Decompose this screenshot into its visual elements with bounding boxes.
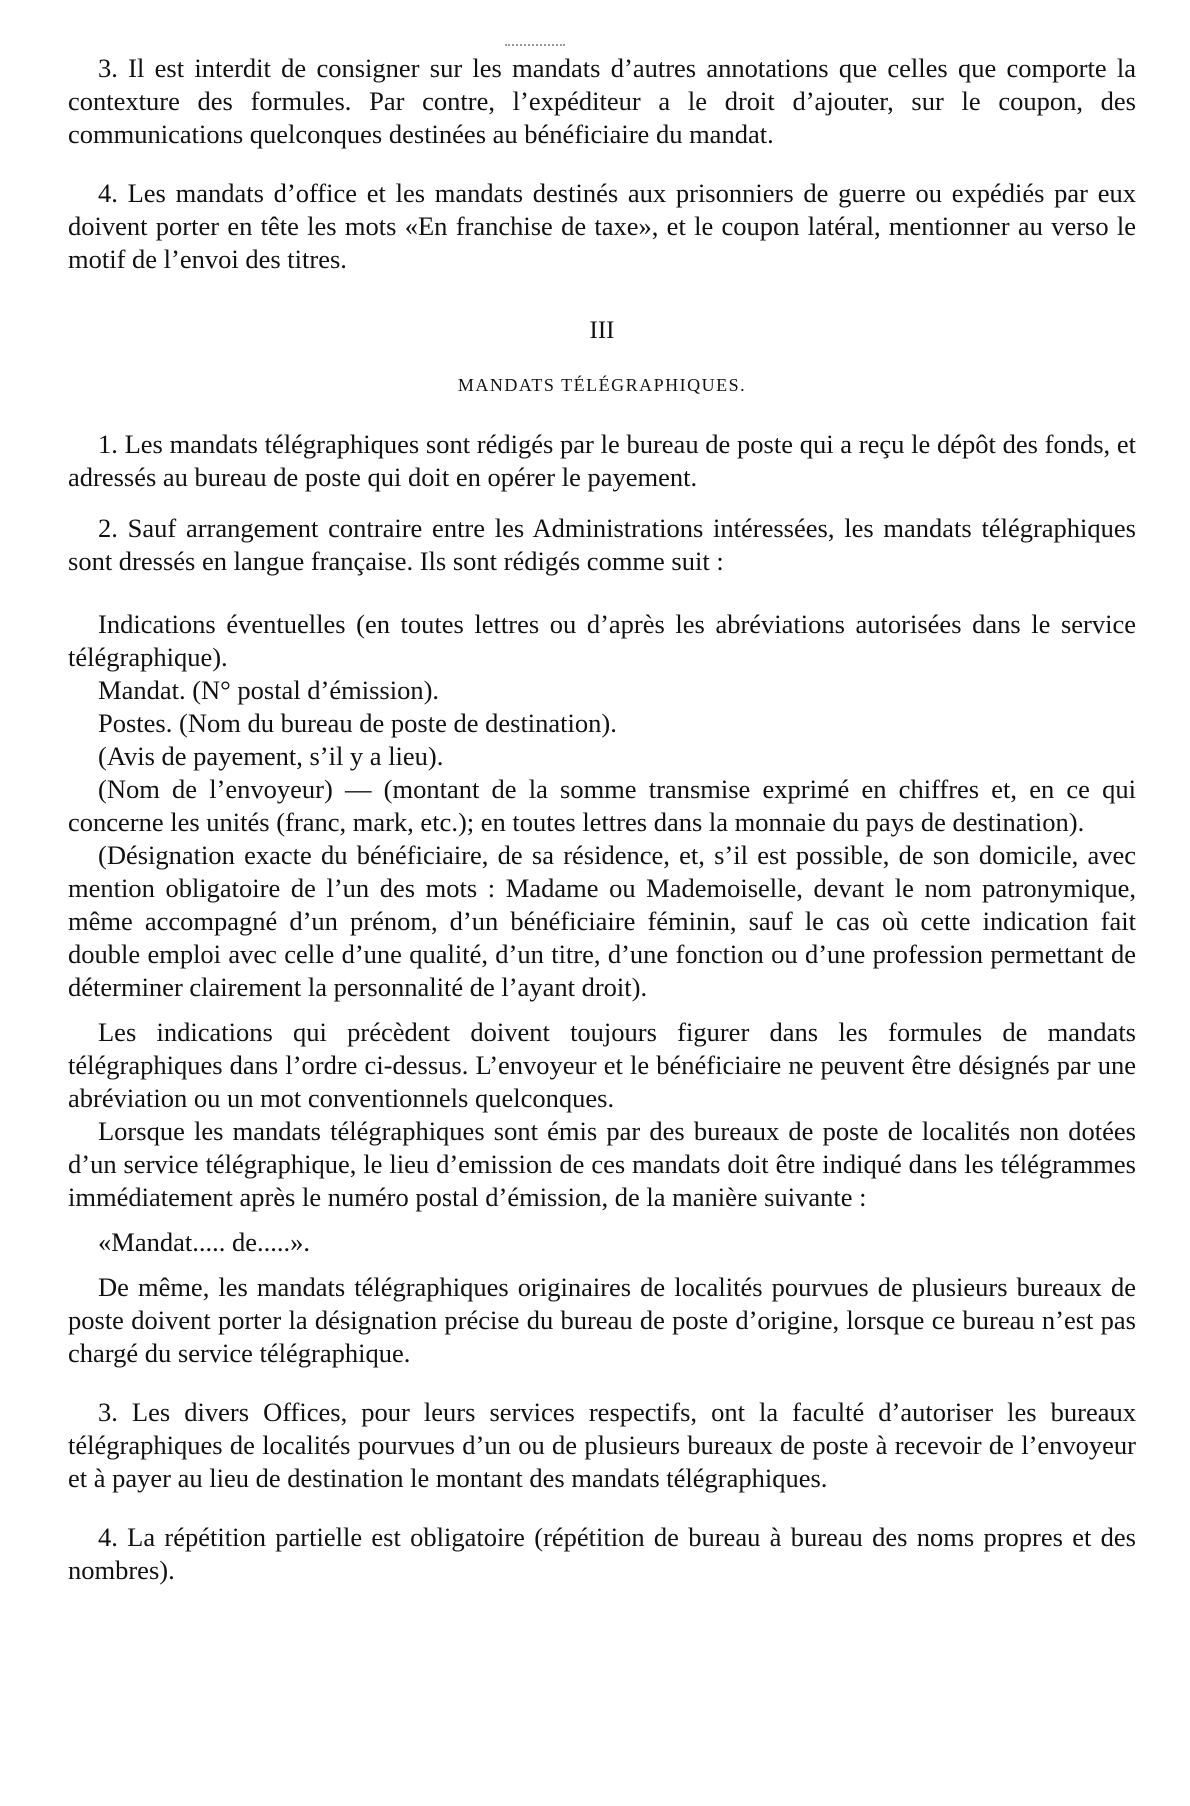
formula-line-envoyeur: (Nom de l’envoyeur) — (montant de la somme transmise exprimé en chiffres et, en ce qui concerne les unités (franc, mark, etc.); en toutes lettres dans la monnaie du pays de destination). bbox=[68, 774, 1136, 837]
document-page bbox=[68, 52, 1136, 1587]
top-mark bbox=[505, 44, 565, 48]
paragraph-4: 4. Les mandats d’office et les mandats destinés aux prisonniers de guerre ou expédiés par eux doivent porter en tête les mots «En franchise de taxe», et le coupon latéral, mentionner au verso le motif de l’envoi des titres. bbox=[68, 178, 1136, 274]
section-number: III bbox=[589, 317, 615, 344]
tail-paragraph-3: 3. Les divers Offices, pour leurs services respectifs, ont la faculté d’autoriser les bureaux télégraphiques de localités pourvues d’un ou de plusieurs bureaux de poste à recevoir de l’envoyeur et à payer au lieu de destination le montant des mandats télégraphiques. bbox=[68, 1397, 1136, 1493]
note-emission: Lorsque les mandats télégraphiques sont émis par des bureaux de poste de localités non dotées d’un service télégraphique, le lieu d’emission de ces mandats doit être indiqué dans les télégrammes immédiatement après le numéro postal d’émission, de la manière suivante : bbox=[68, 1116, 1136, 1212]
mandate-formula bbox=[68, 608, 1136, 1004]
formula-notes bbox=[68, 1016, 1136, 1370]
formula-line-indications: Indications éventuelles (en toutes lettres ou d’après les abréviations autorisées dans le service télégraphique). bbox=[68, 609, 1136, 672]
note-mandat-example: «Mandat..... de.....». bbox=[98, 1227, 310, 1257]
section-paragraph-1: 1. Les mandats télégraphiques sont rédigés par le bureau de poste qui a reçu le dépôt des fonds, et adressés au bureau de poste qui doit en opérer le payement. bbox=[68, 429, 1136, 492]
formula-line-beneficiaire: (Désignation exacte du bénéficiaire, de sa résidence, et, s’il est possible, de son domicile, avec mention obligatoire de l’un des mots : Madame ou Mademoiselle, devant le nom patronymique, même accompagné d’un prénom, d’un bénéficiaire féminin, sauf le cas où cette indication fait double emploi avec celle d’une qualité, d’un titre, d’une fonction ou d’une profession permettant de déterminer clairement la personnalité de l’ayant droit). bbox=[68, 840, 1136, 1002]
note-origin: De même, les mandats télégraphiques originaires de localités pourvues de plusieurs bureaux de poste doivent porter la désignation précise du bureau de poste d’origine, lorsque ce bureau n’est pas chargé du service télégraphique. bbox=[68, 1272, 1136, 1368]
paragraph-3: 3. Il est interdit de consigner sur les mandats d’autres annotations que celles que comporte la contexture des formules. Par contre, l’expéditeur a le droit d’ajouter, sur le coupon, des communications quelconques destinées au bénéficiaire du mandat. bbox=[68, 53, 1136, 149]
formula-line-postes: Postes. (Nom du bureau de poste de destination). bbox=[98, 708, 617, 738]
formula-line-avis: (Avis de payement, s’il y a lieu). bbox=[98, 741, 444, 771]
section-title: MANDATS TÉLÉGRAPHIQUES. bbox=[457, 375, 747, 395]
section-paragraph-2: 2. Sauf arrangement contraire entre les Administrations intéressées, les mandats télégraphiques sont dressés en langue française. Ils sont rédigés comme suit : bbox=[68, 513, 1136, 576]
formula-line-mandat: Mandat. (N° postal d’émission). bbox=[98, 675, 440, 705]
tail-paragraph-4: 4. La répétition partielle est obligatoire (répétition de bureau à bureau des noms propres et des nombres). bbox=[68, 1522, 1136, 1585]
note-order: Les indications qui précèdent doivent toujours figurer dans les formules de mandats télégraphiques dans l’ordre ci-dessus. L’envoyeur et le bénéficiaire ne peuvent être désignés par une abréviation ou un mot conventionnels quelconques. bbox=[68, 1017, 1136, 1113]
